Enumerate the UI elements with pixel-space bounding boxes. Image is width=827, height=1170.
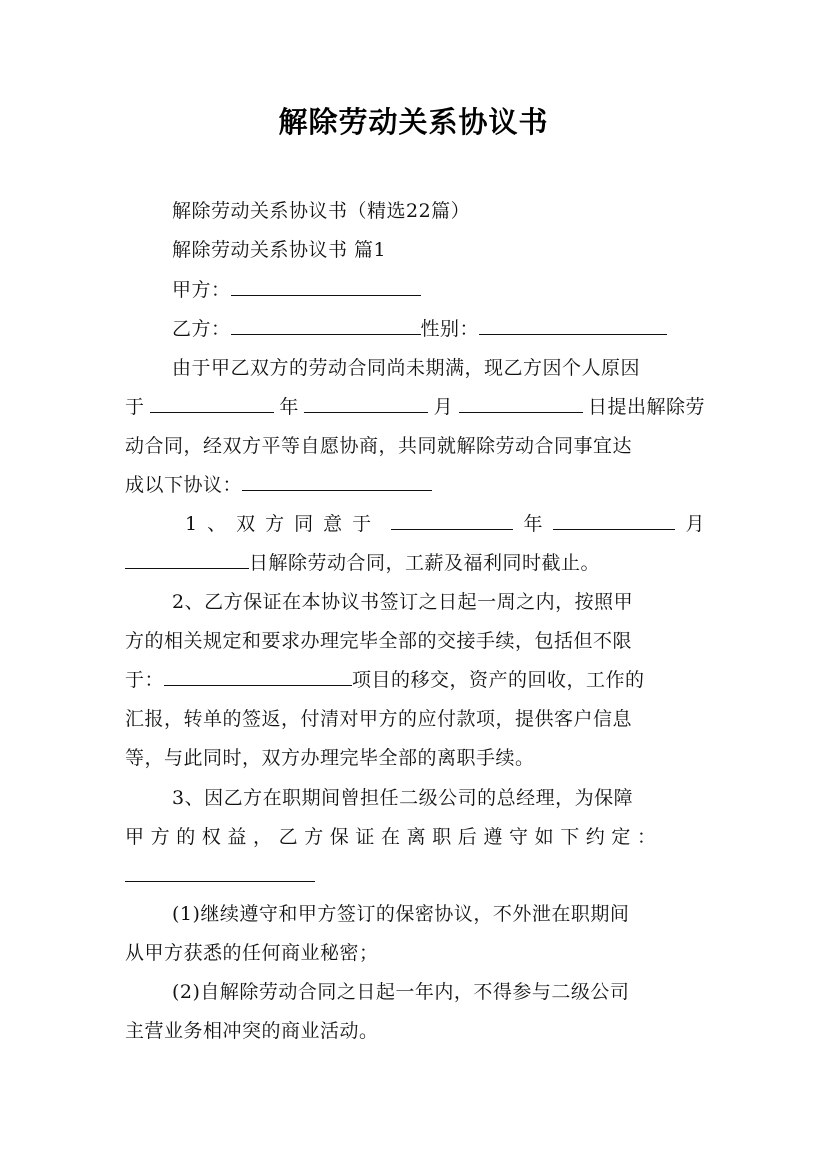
clause-2-project-blank xyxy=(164,667,352,686)
clause-2-line-5: 等，与此同时，双方办理完毕全部的离职手续。 xyxy=(125,747,535,769)
party-a-label: 甲方： xyxy=(172,279,231,301)
intro-line-4 xyxy=(125,472,705,498)
clause-1-line-1 xyxy=(185,511,705,537)
intro-day-blank xyxy=(459,394,583,413)
clause-3-line-1: 3、因乙方在职期间曾担任二级公司的总经理，为保障 xyxy=(172,787,634,809)
intro-agreement-blank xyxy=(242,472,432,491)
section-heading: 解除劳动关系协议书 篇1 xyxy=(172,239,387,261)
clause-1-year-blank xyxy=(391,511,513,530)
clause-2-line-3-prefix: 于： xyxy=(125,669,165,691)
item-2-line-2: 主营业务相冲突的商业活动。 xyxy=(125,1020,379,1042)
intro-year-label: 年 xyxy=(279,396,299,418)
item-1-line-1: (1)继续遵守和甲方签订的保密协议，不外泄在职期间 xyxy=(172,903,630,925)
party-b-label: 乙方： xyxy=(172,318,231,340)
clause-1-year-label: 年 xyxy=(523,513,544,535)
intro-prefix: 于 xyxy=(125,396,145,418)
intro-line-2 xyxy=(125,394,705,420)
intro-suffix: 日提出解除劳 xyxy=(587,396,705,418)
item-2-line-1: (2)自解除劳动合同之日起一年内，不得参与二级公司 xyxy=(172,981,630,1003)
intro-month-blank xyxy=(304,394,428,413)
clause-2-line-2: 方的相关规定和要求办理完毕全部的交接手续，包括但不限 xyxy=(125,630,633,652)
clause-1-line-2-text: 日解除劳动合同，工薪及福利同时截止。 xyxy=(249,552,601,574)
clause-1-prefix: 1、双方同意于 xyxy=(185,513,382,535)
intro-line-3: 动合同，经双方平等自愿协商，共同就解除劳动合同事宜达 xyxy=(125,435,633,457)
clause-3-line-2: 甲方的权益，乙方保证在离职后遵守如下约定： xyxy=(125,826,663,848)
intro-line-4-text: 成以下协议： xyxy=(125,474,243,496)
clause-3-blank xyxy=(125,863,315,882)
document-subtitle: 解除劳动关系协议书（精选22篇） xyxy=(172,200,471,222)
clause-2-line-3 xyxy=(125,667,705,693)
clause-2-line-4: 汇报，转单的签返，付清对甲方的应付款项，提供客户信息 xyxy=(125,708,633,730)
clause-1-month-label: 月 xyxy=(685,513,705,535)
clause-2-line-3-suffix: 项目的移交，资产的回收，工作的 xyxy=(352,669,645,691)
intro-line-1: 由于甲乙双方的劳动合同尚未期满，现乙方因个人原因 xyxy=(172,357,641,379)
intro-year-blank xyxy=(150,394,274,413)
document-title: 解除劳动关系协议书 xyxy=(278,105,549,139)
party-a-line xyxy=(172,277,705,303)
gender-label: 性别： xyxy=(420,318,480,340)
clause-1-day-blank xyxy=(125,550,249,569)
party-a-blank xyxy=(231,277,421,296)
party-b-line xyxy=(172,316,705,342)
party-b-blank xyxy=(231,316,421,335)
clause-1-month-blank xyxy=(553,511,675,530)
gender-blank xyxy=(479,316,667,335)
item-1-line-2: 从甲方获悉的任何商业秘密； xyxy=(125,942,379,964)
clause-2-line-1: 2、乙方保证在本协议书签订之日起一周之内，按照甲 xyxy=(172,591,634,613)
intro-month-label: 月 xyxy=(433,396,454,418)
clause-1-line-2 xyxy=(125,550,705,576)
clause-3-blank-line xyxy=(125,863,705,889)
